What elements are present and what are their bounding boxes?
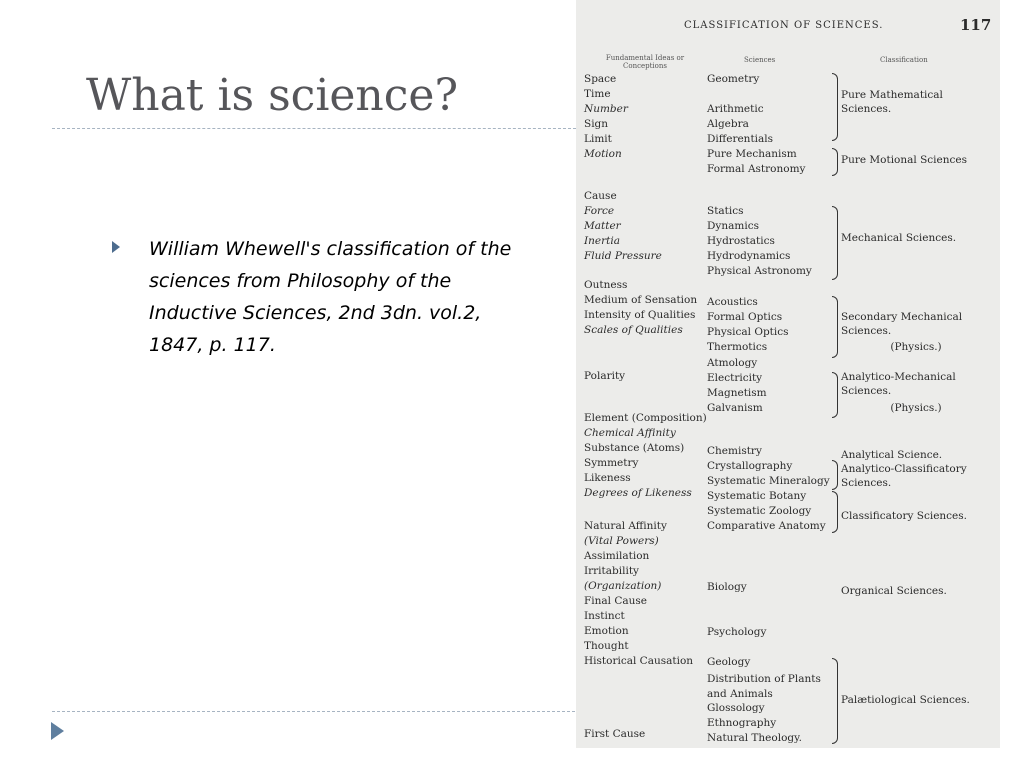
idea-item: Polarity	[584, 370, 626, 382]
science-item: Atmology	[707, 357, 758, 369]
column-header-ideas: Fundamental Ideas or Conceptions	[605, 54, 685, 70]
classification-label: Analytico-Mechanical Sciences.	[841, 371, 956, 397]
idea-item: Chemical Affinity	[584, 427, 676, 439]
idea-item: Irritability	[584, 565, 639, 577]
slide-title: What is science?	[86, 70, 459, 121]
classification-label: Pure Motional Sciences	[841, 154, 967, 166]
idea-item: Time	[584, 88, 611, 100]
idea-item: Number	[584, 103, 628, 115]
column-header-sciences: Sciences	[744, 56, 776, 64]
grouping-brace	[832, 206, 838, 280]
science-item: Formal Optics	[707, 311, 783, 323]
idea-item: Emotion	[584, 625, 629, 637]
grouping-brace	[832, 148, 838, 176]
idea-item: Likeness	[584, 472, 631, 484]
science-item: Geometry	[707, 73, 760, 85]
idea-item: Instinct	[584, 610, 625, 622]
idea-item: Space	[584, 73, 617, 85]
classification-label: (Physics.)	[890, 341, 942, 353]
idea-item: Symmetry	[584, 457, 639, 469]
page-number: 117	[960, 16, 992, 34]
idea-item: Outness	[584, 279, 628, 291]
grouping-brace	[832, 460, 838, 490]
idea-item: Intensity of Qualities	[584, 309, 696, 321]
science-item: Magnetism	[707, 387, 767, 399]
idea-item: Historical Causation	[584, 655, 694, 667]
science-item: Geology	[707, 656, 751, 668]
title-divider	[52, 128, 576, 129]
idea-item: Motion	[584, 148, 622, 160]
science-item: Systematic Mineralogy	[707, 475, 830, 487]
idea-item: Final Cause	[584, 595, 648, 607]
grouping-brace	[832, 296, 838, 358]
classification-label: Pure Mathematical Sciences.	[841, 89, 943, 115]
science-item: Natural Theology.	[707, 732, 802, 744]
science-item: Glossology	[707, 702, 765, 714]
science-item: Pure Mechanism	[707, 148, 797, 160]
idea-item: Sign	[584, 118, 609, 130]
science-item: Electricity	[707, 372, 763, 384]
science-item: Crystallography	[707, 460, 793, 472]
classification-label: Mechanical Sciences.	[841, 232, 957, 244]
idea-item: Force	[584, 205, 615, 217]
science-item: Systematic Botany	[707, 490, 807, 502]
idea-item: (Vital Powers)	[584, 535, 659, 547]
idea-item: Cause	[584, 190, 617, 202]
grouping-brace	[832, 372, 838, 418]
scanned-page-image	[576, 0, 1000, 748]
idea-item: Scales of Qualities	[584, 324, 683, 336]
science-item: Galvanism	[707, 402, 763, 414]
idea-item: Degrees of Likeness	[584, 487, 692, 499]
classification-label: Analytico-Classificatory Sciences.	[841, 463, 967, 489]
science-item: Biology	[707, 581, 747, 593]
science-item: Comparative Anatomy	[707, 520, 826, 532]
idea-item: Medium of Sensation	[584, 294, 698, 306]
idea-item: Element (Composition)	[584, 412, 707, 424]
next-slide-arrow-icon[interactable]	[51, 722, 64, 740]
idea-item: Thought	[584, 640, 629, 652]
idea-item: Limit	[584, 133, 612, 145]
grouping-brace	[832, 73, 838, 141]
science-item: Systematic Zoology	[707, 505, 812, 517]
grouping-brace	[832, 491, 838, 533]
science-item: Ethnography	[707, 717, 777, 729]
science-item: Differentials	[707, 133, 774, 145]
science-item: Algebra	[707, 118, 749, 130]
science-item: Physical Astronomy	[707, 265, 812, 277]
idea-item: Assimilation	[584, 550, 650, 562]
idea-item: Inertia	[584, 235, 620, 247]
science-item: Dynamics	[707, 220, 759, 232]
science-item: Distribution of Plants and Animals	[707, 673, 821, 700]
idea-item: Natural Affinity	[584, 520, 667, 532]
classification-label: Palætiological Sciences.	[841, 694, 970, 706]
science-item: Arithmetic	[707, 103, 764, 115]
footer-divider	[52, 711, 580, 712]
column-header-classification: Classification	[880, 56, 928, 64]
science-item: Acoustics	[707, 296, 758, 308]
classification-label: Analytical Science.	[841, 449, 943, 461]
science-item: Statics	[707, 205, 744, 217]
classification-label: Secondary Mechanical Sciences.	[841, 311, 963, 337]
science-item: Thermotics	[707, 341, 768, 353]
bullet-arrow-icon	[112, 241, 120, 253]
science-item: Physical Optics	[707, 326, 789, 338]
idea-item: Fluid Pressure	[584, 250, 662, 262]
idea-item: First Cause	[584, 728, 646, 740]
page-header: CLASSIFICATION OF SCIENCES.	[684, 20, 884, 31]
classification-label: Classificatory Sciences.	[841, 510, 967, 522]
idea-item: Substance (Atoms)	[584, 442, 685, 454]
grouping-brace	[832, 658, 838, 744]
science-item: Hydrostatics	[707, 235, 775, 247]
classification-label: Organical Sciences.	[841, 585, 947, 597]
science-item: Chemistry	[707, 445, 762, 457]
science-item: Hydrodynamics	[707, 250, 791, 262]
bullet-text: William Whewell's classification of the sciences from Philosophy of the Inductive Sciences, 2nd 3dn. vol.2, 1847, p. 117.	[149, 238, 512, 356]
idea-item: (Organization)	[584, 580, 662, 592]
science-item: Psychology	[707, 626, 767, 638]
classification-label: (Physics.)	[890, 402, 942, 414]
idea-item: Matter	[584, 220, 621, 232]
science-item: Formal Astronomy	[707, 163, 806, 175]
